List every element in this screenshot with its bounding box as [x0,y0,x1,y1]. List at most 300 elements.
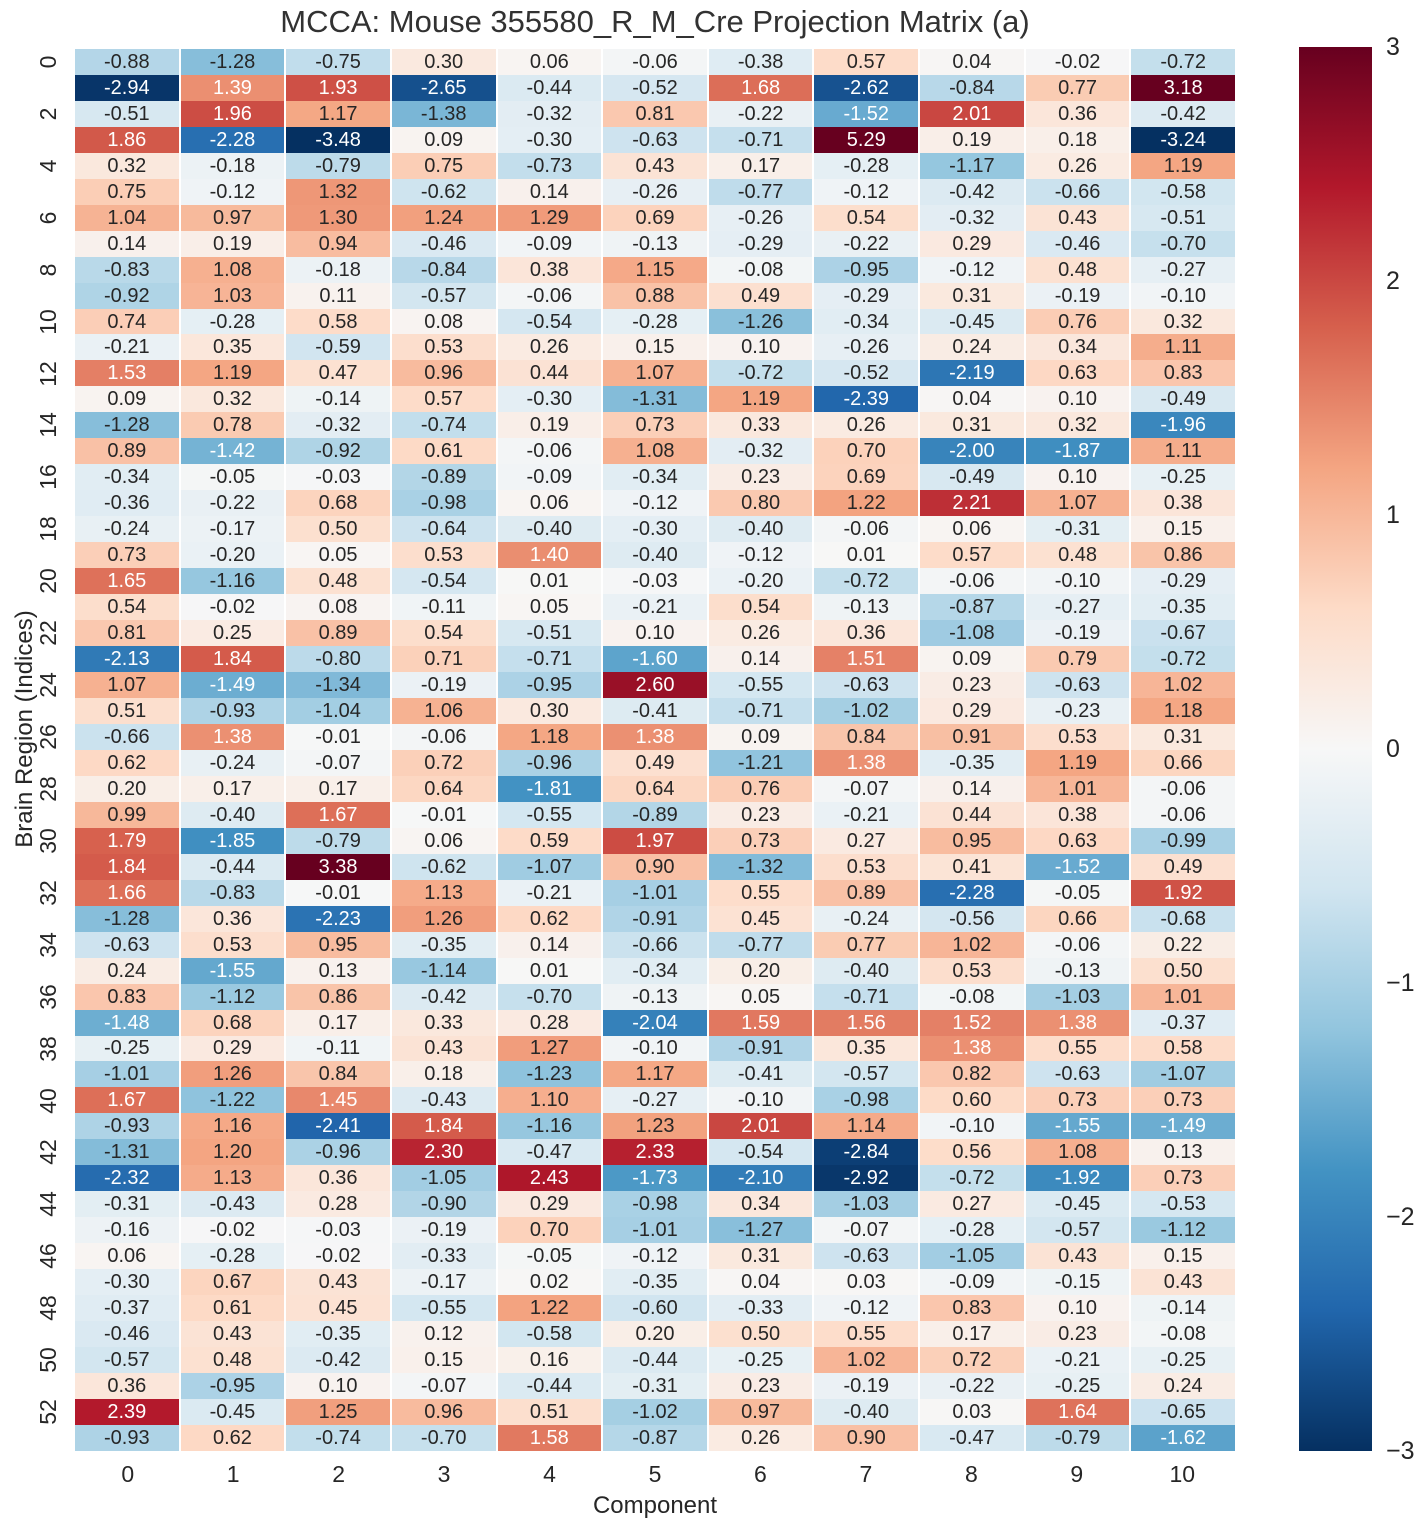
heatmap-cell: 0.83 [920,1295,1024,1321]
heatmap-cell: -0.84 [920,75,1024,101]
heatmap-cell: -0.12 [603,490,707,516]
heatmap-cell: -1.34 [286,672,390,698]
heatmap-cell: 1.02 [814,1347,918,1373]
heatmap-cell: 0.11 [286,283,390,309]
x-tick-label: 0 [121,1461,135,1487]
heatmap-cell: 0.75 [75,179,179,205]
heatmap-cell: 1.03 [181,283,285,309]
heatmap-cell: 0.94 [286,231,390,257]
heatmap-cell: 0.54 [709,594,813,620]
heatmap-cell: -0.34 [75,464,179,490]
heatmap-cell: -1.49 [1131,1113,1235,1139]
heatmap-cell: -0.45 [181,1399,285,1425]
heatmap-cell: 0.96 [392,1399,496,1425]
heatmap-cell: -0.98 [603,1191,707,1217]
heatmap-cell: -0.37 [75,1295,179,1321]
heatmap-cell: -0.32 [286,412,390,438]
heatmap-cell: 0.54 [814,205,918,231]
heatmap-cell: -0.13 [603,984,707,1010]
heatmap-cell: -0.29 [814,283,918,309]
heatmap-cell: 1.92 [1131,880,1235,906]
heatmap-cell: -0.42 [286,1347,390,1373]
x-tick-label: 10 [1169,1461,1196,1487]
heatmap-cell: 0.19 [498,412,602,438]
heatmap-cell: 0.15 [392,1347,496,1373]
heatmap-cell: -1.12 [1131,1217,1235,1243]
heatmap-cell: -0.93 [75,1425,179,1451]
heatmap-cell: 0.73 [603,412,707,438]
heatmap-cell: 0.32 [75,153,179,179]
heatmap-cell: 1.11 [1131,438,1235,464]
heatmap-cell: -0.06 [814,516,918,542]
heatmap-cell: -0.54 [709,1139,813,1165]
heatmap-cell: 0.74 [75,309,179,335]
heatmap-cell: -2.84 [814,1139,918,1165]
heatmap-cell: -0.19 [814,1373,918,1399]
heatmap-cell: 0.58 [1131,1036,1235,1062]
heatmap-cell: 0.26 [498,334,602,360]
heatmap-cell: -0.06 [1131,802,1235,828]
heatmap-cell: 0.17 [920,1321,1024,1347]
heatmap-cell: 0.48 [1026,257,1130,283]
heatmap-cell: 0.30 [498,698,602,724]
heatmap-cell: -0.92 [75,283,179,309]
heatmap-cell: -0.08 [920,984,1024,1010]
y-tick-label: 18 [34,516,61,543]
heatmap-cell: 0.09 [392,127,496,153]
heatmap-cell: -0.28 [920,1217,1024,1243]
heatmap-cell: -0.70 [498,984,602,1010]
heatmap-cell: 0.66 [1131,750,1235,776]
heatmap-cell: 0.02 [498,1269,602,1295]
heatmap-cell: 1.19 [181,360,285,386]
heatmap-cell: 0.50 [1131,958,1235,984]
heatmap-cell: -0.30 [498,127,602,153]
heatmap-cell: -0.02 [181,594,285,620]
y-tick-label: 52 [34,1399,61,1425]
heatmap-cell: 0.29 [920,231,1024,257]
heatmap-cell: -1.28 [181,49,285,75]
y-tick-label: 26 [34,724,61,750]
heatmap-cell: 0.44 [498,360,602,386]
heatmap-cell: 1.18 [498,724,602,750]
heatmap-cell: 0.77 [1026,75,1130,101]
heatmap-cell: 0.27 [920,1191,1024,1217]
heatmap-cell: -1.81 [498,776,602,802]
heatmap-cell: 0.36 [75,1373,179,1399]
heatmap-cell: 1.02 [1131,672,1235,698]
heatmap-cell: 0.61 [181,1295,285,1321]
heatmap-cell: -0.57 [75,1347,179,1373]
heatmap-cell: 0.19 [920,127,1024,153]
heatmap-cell: -0.22 [181,490,285,516]
heatmap-cell: 5.29 [814,127,918,153]
y-tick-label: 24 [34,672,61,698]
heatmap-cell: -0.07 [814,776,918,802]
heatmap-cell: 0.06 [392,828,496,854]
heatmap-cell: -2.92 [814,1165,918,1191]
heatmap-cell: 0.77 [814,932,918,958]
heatmap-cell: -2.04 [603,1010,707,1036]
heatmap-cell: 0.01 [498,568,602,594]
heatmap-cell: -0.35 [603,1269,707,1295]
heatmap-cell: 0.54 [392,620,496,646]
heatmap-cell: 1.97 [603,828,707,854]
heatmap-cell: 0.10 [1026,1295,1130,1321]
heatmap-cell: 0.68 [286,490,390,516]
heatmap-cell: -0.57 [1026,1217,1130,1243]
heatmap-cell: -0.05 [181,464,285,490]
heatmap-cell: 0.25 [181,620,285,646]
heatmap-cell: -0.13 [603,231,707,257]
heatmap-cell: -0.44 [498,75,602,101]
heatmap-cell: -0.21 [1026,1347,1130,1373]
heatmap-cell: 1.84 [392,1113,496,1139]
heatmap-cell: -0.84 [392,257,496,283]
heatmap-cell: 1.20 [181,1139,285,1165]
heatmap-cell: 0.49 [603,750,707,776]
y-tick-label: 32 [34,879,61,906]
heatmap-cell: 1.84 [181,646,285,672]
heatmap-cell: -0.90 [392,1191,496,1217]
heatmap-cell: 0.89 [75,438,179,464]
heatmap-cell: -0.02 [181,1217,285,1243]
heatmap-cell: 1.39 [181,75,285,101]
heatmap-cell: -0.07 [286,750,390,776]
heatmap-cell: 1.67 [75,1087,179,1113]
heatmap-cell: 0.17 [181,776,285,802]
heatmap-cell: 0.35 [181,334,285,360]
heatmap-cell: -0.06 [392,724,496,750]
heatmap-cell: 1.08 [603,438,707,464]
heatmap-cell: 0.22 [1131,932,1235,958]
heatmap-cell: 0.73 [709,828,813,854]
heatmap-cell: 1.08 [1026,1139,1130,1165]
heatmap-cell: 0.14 [920,776,1024,802]
heatmap-cell: -0.91 [603,906,707,932]
y-tick-label: 4 [34,159,61,173]
heatmap-cell: -0.96 [286,1139,390,1165]
heatmap-cell: -0.28 [181,309,285,335]
heatmap-cell: 0.57 [920,542,1024,568]
heatmap-cell: 0.43 [603,153,707,179]
heatmap-cell: -2.28 [181,127,285,153]
heatmap-cell: 0.95 [920,828,1024,854]
heatmap-cell: 0.24 [1131,1373,1235,1399]
heatmap-cell: -1.01 [603,880,707,906]
heatmap-cell: -0.92 [286,438,390,464]
heatmap-cell: 0.50 [286,516,390,542]
heatmap-cell: -0.34 [814,309,918,335]
colorbar-tick-label: −1 [1386,968,1415,997]
heatmap-cell: -0.03 [286,464,390,490]
heatmap-cell: -0.05 [1026,880,1130,906]
heatmap-cell: -0.28 [603,309,707,335]
heatmap-cell: -0.10 [709,1087,813,1113]
heatmap-cell: -0.46 [75,1321,179,1347]
colorbar-tick-label: −3 [1386,1436,1415,1465]
heatmap-cell: 0.13 [1131,1139,1235,1165]
heatmap-cell: 1.15 [603,257,707,283]
heatmap-cell: -0.63 [814,672,918,698]
heatmap-cell: -0.77 [709,179,813,205]
heatmap-cell: 1.06 [392,698,496,724]
heatmap-cell: 1.68 [709,75,813,101]
heatmap-cell: 0.76 [709,776,813,802]
heatmap-cell: -0.54 [498,309,602,335]
y-tick-label: 12 [34,360,61,387]
heatmap-cell: 1.38 [814,750,918,776]
heatmap-cell: -0.24 [181,750,285,776]
heatmap-cell: 0.17 [709,153,813,179]
heatmap-cell: 0.23 [709,802,813,828]
heatmap-cell: 0.10 [286,1373,390,1399]
heatmap-cell: 0.04 [920,49,1024,75]
heatmap-cell: 1.79 [75,828,179,854]
heatmap-cell: 0.90 [603,854,707,880]
heatmap-cell: 0.06 [920,516,1024,542]
heatmap-cell: 0.82 [920,1061,1024,1087]
heatmap-cell: -0.72 [709,360,813,386]
heatmap-cell: -0.66 [603,932,707,958]
heatmap-cell: 1.01 [1026,776,1130,802]
heatmap-cell: 0.04 [920,386,1024,412]
heatmap-cell: -0.63 [1026,1061,1130,1087]
heatmap-cell: 0.20 [603,1321,707,1347]
heatmap-cell: 1.93 [286,75,390,101]
colorbar-tick-label: 2 [1386,266,1400,295]
heatmap-cell: -0.73 [498,153,602,179]
heatmap-cell: -1.52 [1026,854,1130,880]
y-tick-label: 40 [34,1087,61,1114]
heatmap-cell: -0.41 [603,698,707,724]
y-tick-label: 22 [34,620,61,646]
heatmap-cell: 0.41 [920,854,1024,880]
heatmap-cell: 1.84 [75,854,179,880]
heatmap-cell: 1.02 [920,932,1024,958]
heatmap-cell: 0.29 [920,698,1024,724]
heatmap-cell: 0.91 [920,724,1024,750]
heatmap-cell: -0.25 [75,1036,179,1062]
heatmap-cell: -0.57 [392,283,496,309]
heatmap-cell: 0.49 [709,283,813,309]
heatmap-cell: -1.05 [920,1243,1024,1269]
heatmap-cell: 1.59 [709,1010,813,1036]
heatmap-cell: 1.26 [181,1061,285,1087]
heatmap-cell: -0.19 [1026,283,1130,309]
heatmap-cell: -0.42 [920,179,1024,205]
heatmap-cell: 0.69 [814,464,918,490]
heatmap-cell: 0.57 [814,49,918,75]
heatmap-cell: -0.20 [709,568,813,594]
heatmap-cell: 0.26 [814,412,918,438]
heatmap-cell: -0.29 [1131,568,1235,594]
heatmap-cell: -1.02 [814,698,918,724]
heatmap-cell: 0.20 [75,776,179,802]
heatmap-cell: -0.96 [498,750,602,776]
heatmap-cell: -0.40 [603,542,707,568]
heatmap-cell: -0.30 [498,386,602,412]
heatmap-cell: 1.13 [392,880,496,906]
heatmap-cell: -3.24 [1131,127,1235,153]
heatmap-cell: 0.55 [709,880,813,906]
heatmap-cell: -1.85 [181,828,285,854]
heatmap-cell: 0.78 [181,412,285,438]
heatmap-cell: 0.05 [709,984,813,1010]
heatmap-cell: -0.22 [709,101,813,127]
heatmap-cell: 0.26 [709,1425,813,1451]
heatmap-cell: 0.83 [75,984,179,1010]
heatmap-cell: -0.06 [603,49,707,75]
heatmap-cell: 0.06 [498,49,602,75]
heatmap-cell: 0.72 [392,750,496,776]
heatmap-cell: -0.08 [1131,1321,1235,1347]
heatmap-cell: 0.10 [1026,464,1130,490]
heatmap-cell: -0.36 [75,490,179,516]
heatmap-cell: -0.30 [603,516,707,542]
y-tick-label: 28 [34,776,61,802]
heatmap-cell: -0.43 [392,1087,496,1113]
heatmap-cell: -0.12 [709,542,813,568]
heatmap-cell: -0.95 [181,1373,285,1399]
x-tick-label: 1 [226,1461,240,1487]
heatmap-cell: 0.76 [1026,309,1130,335]
heatmap-cell: 0.55 [1026,1036,1130,1062]
heatmap-cell: 0.89 [814,880,918,906]
heatmap-cell: -0.12 [181,179,285,205]
heatmap-cell: -0.37 [1131,1010,1235,1036]
heatmap-cell: -0.09 [920,1269,1024,1295]
heatmap-cell: 1.38 [920,1036,1024,1062]
heatmap-cell: 0.38 [1131,490,1235,516]
heatmap-cell: 0.95 [286,932,390,958]
y-tick-label: 30 [34,828,61,854]
heatmap-cell: -0.51 [498,620,602,646]
heatmap-cell: -0.40 [709,516,813,542]
heatmap-cell: -0.08 [709,257,813,283]
heatmap-cell: -0.01 [392,802,496,828]
heatmap-cell: -0.02 [286,1243,390,1269]
heatmap-cell: -1.14 [392,958,496,984]
heatmap-cell: 0.53 [1026,724,1130,750]
heatmap-cell: 0.01 [814,542,918,568]
heatmap-cell: -1.23 [498,1061,602,1087]
heatmap-cell: 0.86 [1131,542,1235,568]
heatmap-cell: -0.31 [603,1373,707,1399]
heatmap-cell: -0.63 [814,1243,918,1269]
heatmap-cell: 0.10 [1026,386,1130,412]
heatmap-cell: 0.05 [286,542,390,568]
heatmap-cell: 1.17 [286,101,390,127]
heatmap-cell: 0.70 [498,1217,602,1243]
heatmap-cell: -0.72 [814,568,918,594]
heatmap-cell: -0.64 [392,516,496,542]
heatmap-cell: -1.01 [603,1217,707,1243]
heatmap-cell: -0.63 [603,127,707,153]
heatmap-cell: -0.21 [603,594,707,620]
y-tick-label: 8 [34,263,61,277]
heatmap-cell: 1.04 [75,205,179,231]
heatmap-cell: 0.64 [392,776,496,802]
heatmap-cell: -1.16 [498,1113,602,1139]
heatmap-cell: 1.40 [498,542,602,568]
heatmap-cell: -0.06 [498,283,602,309]
heatmap-cell: -2.13 [75,646,179,672]
heatmap-cell: -0.49 [1131,386,1235,412]
heatmap-cell: -0.68 [1131,906,1235,932]
heatmap-cell: 0.44 [920,802,1024,828]
heatmap-cell: -0.24 [75,516,179,542]
heatmap-cell: -2.28 [920,880,1024,906]
heatmap-cell: 3.18 [1131,75,1235,101]
heatmap-cell: 0.31 [920,283,1024,309]
heatmap-cell: -0.49 [920,464,1024,490]
x-axis-label: Component [592,1492,718,1519]
heatmap-cell: 0.32 [1131,309,1235,335]
heatmap-cell: -1.07 [498,854,602,880]
heatmap-cell: -0.35 [920,750,1024,776]
heatmap-cell: 0.14 [75,231,179,257]
heatmap-cell: -0.44 [498,1373,602,1399]
heatmap-cell: -1.32 [709,854,813,880]
heatmap-cell: 1.13 [181,1165,285,1191]
heatmap-cell: 0.32 [181,386,285,412]
heatmap-cell: 0.73 [1131,1087,1235,1113]
heatmap-cell: 1.18 [1131,698,1235,724]
heatmap-cell: 1.19 [1131,153,1235,179]
heatmap-cell: -0.57 [814,1061,918,1087]
heatmap-cell: -0.14 [1131,1295,1235,1321]
heatmap-cell: 1.27 [498,1036,602,1062]
heatmap-cell: -0.06 [1026,932,1130,958]
heatmap-cell: 1.30 [286,205,390,231]
heatmap-cell: -0.59 [286,334,390,360]
heatmap-cell: 0.59 [498,828,602,854]
y-tick-label: 10 [34,308,61,335]
heatmap-cell: 0.62 [181,1425,285,1451]
heatmap-cell: 0.75 [392,153,496,179]
heatmap-cell: 1.67 [286,802,390,828]
heatmap-cell: -2.39 [814,386,918,412]
heatmap-cell: -0.74 [286,1425,390,1451]
heatmap-cell: -0.75 [286,49,390,75]
heatmap-cell: 0.55 [814,1321,918,1347]
heatmap-cell: 0.81 [75,620,179,646]
heatmap-cell: 0.50 [709,1321,813,1347]
heatmap-cell: -0.27 [1026,594,1130,620]
heatmap-cell: -0.20 [181,542,285,568]
heatmap-cell: -0.65 [1131,1399,1235,1425]
heatmap-cell: -0.71 [709,698,813,724]
heatmap-cell: 3.38 [286,854,390,880]
heatmap-cell: 0.63 [1026,360,1130,386]
heatmap-cell: 0.70 [814,438,918,464]
heatmap-cell: 0.49 [1131,854,1235,880]
heatmap-cell: 0.61 [392,438,496,464]
heatmap-cell: 0.38 [498,257,602,283]
heatmap-cell: -1.60 [603,646,707,672]
heatmap-cell: -0.71 [709,127,813,153]
heatmap-cell: -0.98 [814,1087,918,1113]
heatmap-cell: 0.26 [709,620,813,646]
heatmap-cell: 0.58 [286,309,390,335]
heatmap-cell: -0.32 [709,438,813,464]
heatmap-cell: -1.03 [1026,984,1130,1010]
heatmap-cell: 0.31 [1131,724,1235,750]
heatmap-cell: -2.94 [75,75,179,101]
heatmap-cell: -0.47 [498,1139,602,1165]
heatmap-cell: -0.55 [498,802,602,828]
